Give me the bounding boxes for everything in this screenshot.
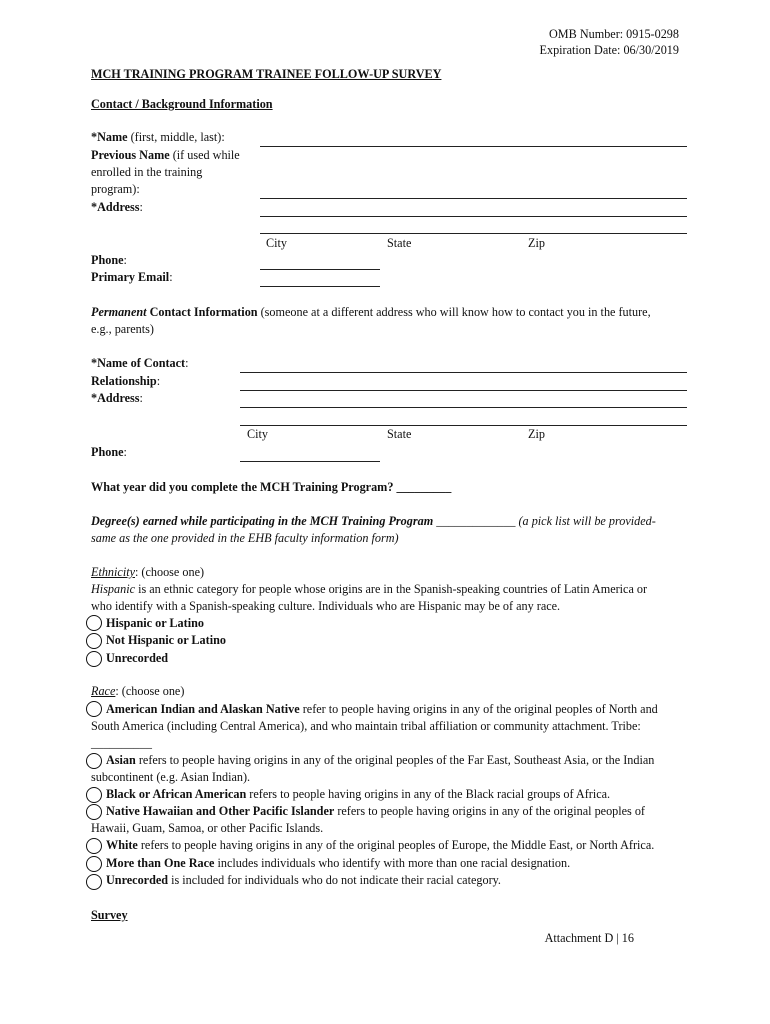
radio-more-than-one-race[interactable]	[86, 856, 102, 872]
option-not-hispanic-or-latino: Not Hispanic or Latino	[106, 633, 226, 647]
state-label: State	[387, 236, 412, 250]
radio-not-hispanic-or-latino[interactable]	[86, 633, 102, 649]
contact-address-label-text: *Address	[91, 391, 140, 405]
option-black-desc: refers to people having origins in any of the Black racial groups of Africa.	[246, 787, 611, 801]
option-black-african-american	[106, 786, 610, 802]
year-question	[91, 479, 451, 495]
previous-name-label-rest: (if used while	[169, 148, 240, 162]
contact-state-label: State	[387, 427, 412, 441]
contact-heading: Contact / Background Information	[91, 97, 273, 111]
ethnicity-label: Ethnicity	[91, 565, 135, 579]
contact-name-label: *Name of Contact:	[91, 356, 189, 370]
contact-name-label-text: *Name of Contact	[91, 356, 186, 370]
ethnicity-description	[91, 581, 647, 597]
survey-heading: Survey	[91, 908, 128, 922]
ethnicity-choose: : (choose one)	[135, 565, 205, 579]
option-asian-bold: Asian	[106, 753, 136, 767]
radio-black-african-american[interactable]	[86, 787, 102, 803]
option-native-hawaiian-bold: Native Hawaiian and Other Pacific Islander	[106, 804, 335, 818]
permanent-contact-heading-line2: e.g., parents)	[91, 322, 154, 336]
option-native-hawaiian-line2: Hawaii, Guam, Samoa, or other Pacific Islands.	[91, 821, 324, 835]
permanent-bold: Contact Information	[146, 305, 258, 319]
email-field[interactable]	[260, 286, 380, 287]
contact-phone-label: Phone:	[91, 445, 127, 459]
radio-native-hawaiian[interactable]	[86, 804, 102, 820]
option-american-indian	[106, 701, 658, 717]
address-field-line2[interactable]	[260, 233, 687, 234]
contact-city-label: City	[247, 427, 268, 441]
degree-question	[91, 513, 656, 529]
expiration-date: Expiration Date: 06/30/2019	[539, 43, 679, 57]
contact-address-label: *Address:	[91, 391, 143, 405]
option-native-hawaiian	[106, 803, 645, 819]
contact-address-field-line2[interactable]	[240, 425, 687, 426]
contact-phone-field[interactable]	[240, 461, 380, 462]
race-heading	[91, 683, 184, 699]
radio-race-unrecorded[interactable]	[86, 874, 102, 890]
previous-name-label-bold: Previous Name	[91, 148, 170, 162]
radio-asian[interactable]	[86, 753, 102, 769]
radio-ethnicity-unrecorded[interactable]	[86, 651, 102, 667]
relationship-label-text: Relationship	[91, 374, 157, 388]
tribe-field[interactable]: __________	[91, 736, 152, 750]
option-white	[106, 837, 654, 853]
option-hispanic-or-latino: Hispanic or Latino	[106, 616, 204, 630]
relationship-field[interactable]	[240, 390, 687, 391]
email-label: Primary Email:	[91, 270, 173, 284]
contact-phone-label-text: Phone	[91, 445, 124, 459]
name-label	[91, 129, 225, 145]
option-white-bold: White	[106, 838, 138, 852]
race-label: Race	[91, 684, 116, 698]
option-ethnicity-unrecorded: Unrecorded	[106, 651, 169, 665]
address-label-text: *Address	[91, 200, 140, 214]
contact-name-field[interactable]	[240, 372, 687, 373]
degree-question-note-line2: same as the one provided in the EHB faculty information form)	[91, 531, 399, 545]
previous-name-field[interactable]	[260, 198, 687, 199]
race-choose: : (choose one)	[115, 684, 185, 698]
option-native-hawaiian-desc: refers to people having origins in any of the original peoples of	[334, 804, 645, 818]
email-label-text: Primary Email	[91, 270, 170, 284]
ethnicity-desc-1: is an ethnic category for people whose origins are in the Spanish-speaking countries of Latin America or	[135, 582, 648, 596]
option-more-than-one-race	[106, 855, 570, 871]
year-question-text: What year did you complete the MCH Training Program	[91, 480, 388, 494]
degree-question-text: Degree(s) earned while participating in the MCH Training Program	[91, 514, 434, 528]
option-more-than-one-desc: includes individuals who identify with more than one racial designation.	[214, 856, 571, 870]
option-race-unrecorded	[106, 872, 501, 888]
permanent-rest: (someone at a different address who will know how to contact you in the future,	[257, 305, 651, 319]
option-more-than-one-bold: More than One Race	[106, 856, 215, 870]
option-white-desc: refers to people having origins in any of the original peoples of Europe, the Middle East, or North Africa.	[137, 838, 655, 852]
option-american-indian-line2: South America (including Central America), and who maintain tribal affiliation or community attachment. Tribe:	[91, 719, 641, 733]
relationship-label: Relationship:	[91, 374, 161, 388]
degree-question-note: (a pick list will be provided-	[518, 514, 656, 528]
radio-american-indian[interactable]	[86, 701, 102, 717]
year-question-blank[interactable]: ? _________	[387, 480, 452, 494]
address-field-line1[interactable]	[260, 216, 687, 217]
option-asian	[106, 752, 654, 768]
name-label-rest: (first, middle, last):	[127, 130, 225, 144]
option-american-indian-bold: American Indian and Alaskan Native	[106, 702, 300, 716]
page-title: MCH TRAINING PROGRAM TRAINEE FOLLOW-UP SURVEY	[91, 67, 442, 81]
option-race-unrecorded-bold: Unrecorded	[106, 873, 169, 887]
attachment-footer: Attachment D | 16	[544, 931, 634, 945]
ethnicity-desc-italic: Hispanic	[91, 582, 136, 596]
phone-field[interactable]	[260, 269, 380, 270]
name-label-bold: *Name	[91, 130, 128, 144]
city-label: City	[266, 236, 287, 250]
ethnicity-heading	[91, 564, 204, 580]
phone-label-text: Phone	[91, 253, 124, 267]
degree-question-blank[interactable]: _____________	[433, 514, 519, 528]
contact-zip-label: Zip	[528, 427, 545, 441]
permanent-contact-heading	[91, 304, 651, 320]
address-label: *Address:	[91, 200, 143, 214]
option-asian-desc: refers to people having origins in any of the original peoples of the Far East, Southeast Asia, or the Indian	[135, 753, 655, 767]
name-field[interactable]	[260, 146, 687, 147]
contact-address-field-line1[interactable]	[240, 407, 687, 408]
ethnicity-description-line2: who identify with a Spanish-speaking culture. Individuals who are Hispanic may be of any race.	[91, 599, 561, 613]
omb-number: OMB Number: 0915-0298	[549, 27, 679, 41]
previous-name-label-line3: program):	[91, 182, 140, 196]
permanent-italic: Permanent	[91, 305, 147, 319]
radio-white[interactable]	[86, 838, 102, 854]
option-american-indian-desc: refer to people having origins in any of the original peoples of North and	[299, 702, 658, 716]
option-asian-line2: subcontinent (e.g. Asian Indian).	[91, 770, 251, 784]
option-black-bold: Black or African American	[106, 787, 247, 801]
phone-label: Phone:	[91, 253, 127, 267]
zip-label: Zip	[528, 236, 545, 250]
radio-hispanic-or-latino[interactable]	[86, 615, 102, 631]
option-race-unrecorded-desc: is included for individuals who do not indicate their racial category.	[168, 873, 501, 887]
previous-name-label	[91, 147, 240, 163]
previous-name-label-line2: enrolled in the training	[91, 165, 203, 179]
